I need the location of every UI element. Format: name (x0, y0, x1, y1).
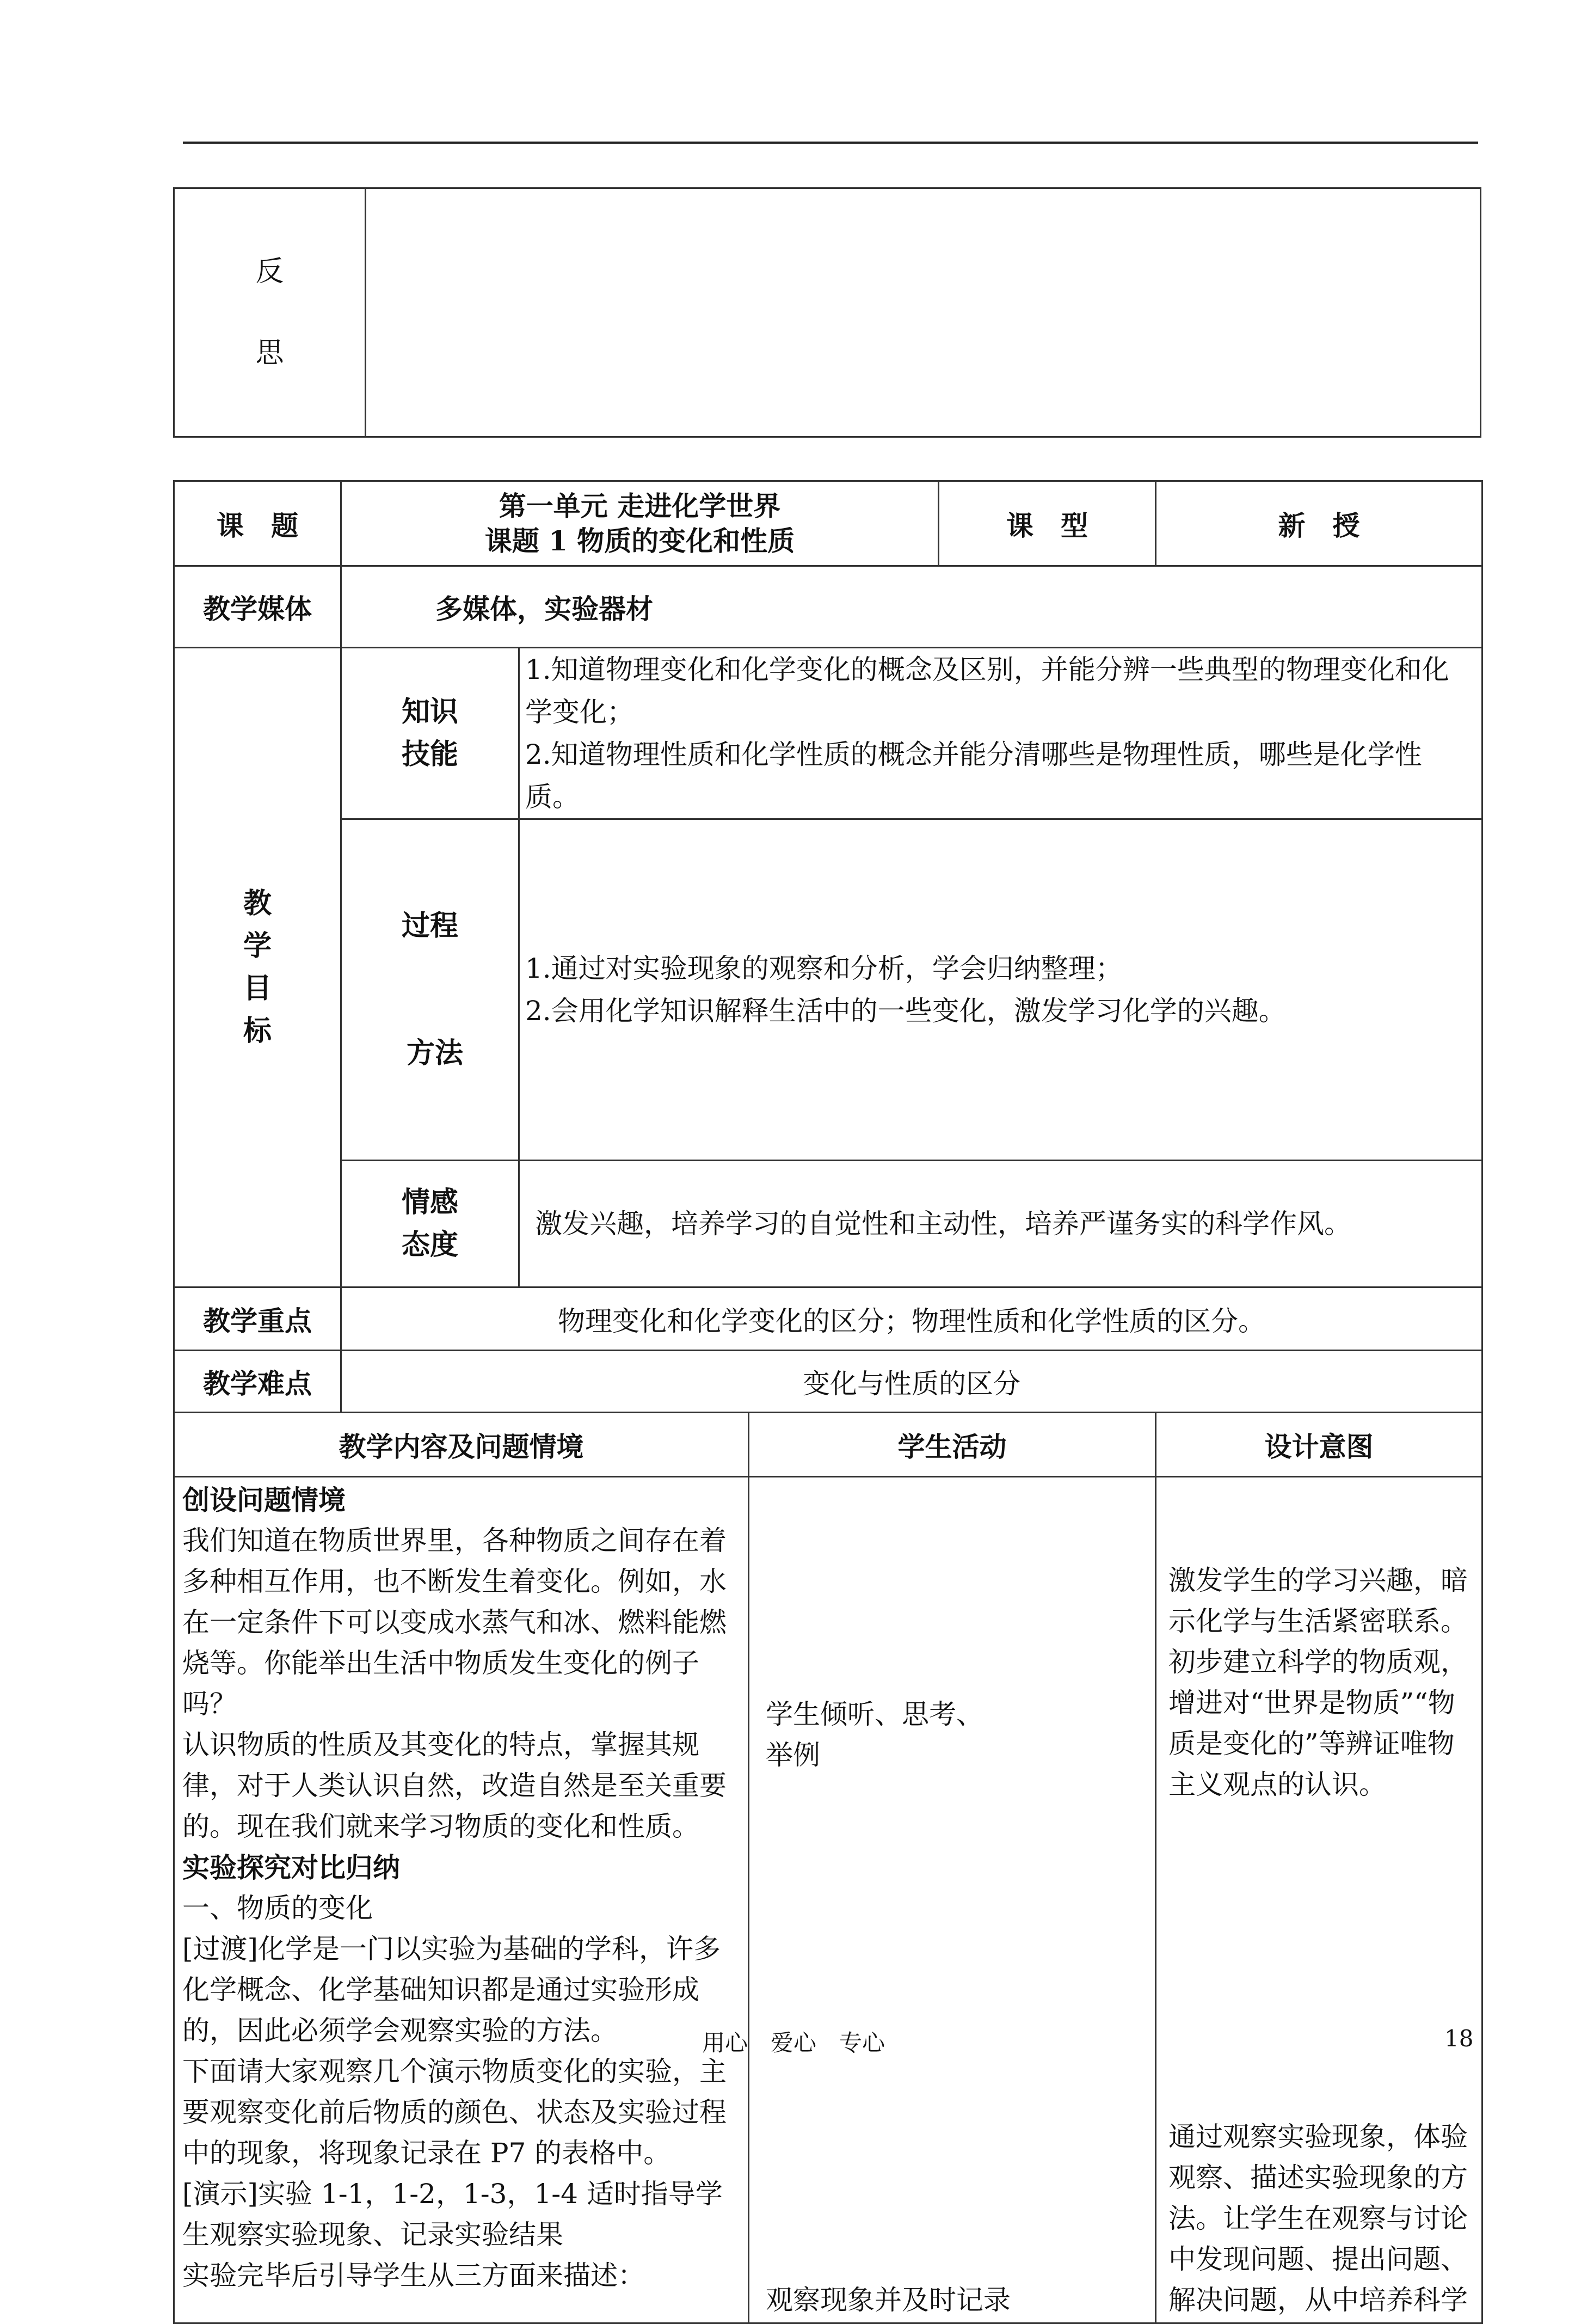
col-header-content: 教学内容及问题情境 (174, 1413, 749, 1477)
topic-lesson: 课题 1 物质的变化和性质 (484, 524, 795, 557)
type-label: 课 型 (939, 481, 1156, 566)
goal-knowledge-text: 1.知道物理变化和化学变化的概念及区别，并能分辨一些典型的物理变化和化学变化； 2.知道物理性质和化学性质的概念并能分清哪些是物理性质，哪些是化学性质。 (519, 648, 1482, 819)
difficulty-value: 变化与性质的区分 (341, 1351, 1482, 1413)
reflection-label-char: 思 (255, 337, 284, 370)
section-text: 一、物质的变化 [过渡]化学是一门以实验为基础的学科，许多化学概念、化学基础知识都是通过实验形成的，因此必须学会观察实验的方法。 下面请大家观察几个演示物质变化的实验，主要观察变化前后物质的颜色、状态及实验过程中的现象，将现象记录在 P7 的表格中。 [演示]实验 1-1，1-2，1-3，1-4 适时指导学生观察实验现象、记录实验结果 实验完毕后引导学生从三方面来描述： (182, 1892, 727, 2291)
topic-value (341, 481, 939, 566)
activity-text: 观察现象并及时记录 (766, 2284, 1011, 2316)
reflection-label (174, 188, 366, 437)
goals-label (174, 648, 341, 1287)
difficulty-label: 教学难点 (174, 1351, 341, 1413)
section-title: 创设问题情境 (182, 1484, 346, 1516)
activity-cell (749, 1477, 1156, 2323)
footer-motto: 用心 爱心 专心 (702, 2029, 885, 2056)
intent-cell (1156, 1477, 1482, 2323)
goal-process-text: 1.通过对实验现象的观察和分析，学会归纳整理； 2.会用化学知识解释生活中的一些变化，激发学习化学的兴趣。 (519, 819, 1482, 1161)
key-label: 教学重点 (174, 1287, 341, 1351)
header-rule (183, 142, 1478, 144)
activity-text: 学生倾听、思考、 举例 (766, 1698, 983, 1771)
section-text: 我们知道在物质世界里，各种物质之间存在着多种相互作用，也不断发生着变化。例如，水在一定条件下可以变成水蒸气和冰、燃料能燃烧等。你能举出生活中物质发生变化的例子吗？ 认识物质的性质及其变化的特点，掌握其规律，对于人类认识自然，改造自然是至关重要的。现在我们就来学习物质的变化和性质。 (182, 1525, 727, 1842)
goals-label-char: 目 (243, 972, 272, 1005)
intent-text: 激发学生的学习兴趣，暗示化学与生活紧密联系。初步建立科学的物质观，增进对“世界是物质”“物质是变化的”等辨证唯物主义观点的认识。 (1168, 1565, 1468, 1800)
goals-label-char: 教 (243, 887, 272, 920)
goal-attitude-text: 激发兴趣，培养学习的自觉性和主动性，培养严谨务实的科学作风。 (519, 1161, 1482, 1287)
type-value: 新 授 (1156, 481, 1482, 566)
goal-label-line: 知识 (401, 695, 458, 728)
key-value: 物理变化和化学变化的区分；物理性质和化学性质的区分。 (341, 1287, 1482, 1351)
goal-label-line: 过程 (401, 909, 458, 942)
content-cell (174, 1477, 749, 2323)
goal-label-line: 态度 (401, 1228, 458, 1261)
media-value: 多媒体，实验器材 (341, 566, 1482, 648)
media-label: 教学媒体 (174, 566, 341, 648)
goal-label-line: 方法 (396, 1037, 464, 1070)
reflection-label-char: 反 (255, 255, 284, 288)
reflection-table (173, 187, 1481, 438)
goal-label-line: 技能 (401, 738, 458, 771)
intent-text: 通过观察实验现象，体验观察、描述实验现象的方法。让学生在观察与讨论中发现问题、提出问题、解决问题，从中培养科学 (1168, 2121, 1468, 2316)
goal-attitude-label (341, 1161, 519, 1287)
goals-label-char: 标 (243, 1014, 272, 1047)
reflection-content (366, 188, 1481, 437)
col-header-activity: 学生活动 (749, 1413, 1156, 1477)
page-number: 18 (1444, 2025, 1474, 2052)
goal-label-line: 情感 (401, 1186, 458, 1219)
goal-knowledge-label (341, 648, 519, 819)
topic-label: 课 题 (174, 481, 341, 566)
topic-unit: 第一单元 走进化学世界 (499, 489, 781, 522)
goal-process-label (341, 819, 519, 1161)
goals-label-char: 学 (243, 929, 272, 962)
col-header-intent: 设计意图 (1156, 1413, 1482, 1477)
section-title: 实验探究对比归纳 (182, 1851, 400, 1884)
